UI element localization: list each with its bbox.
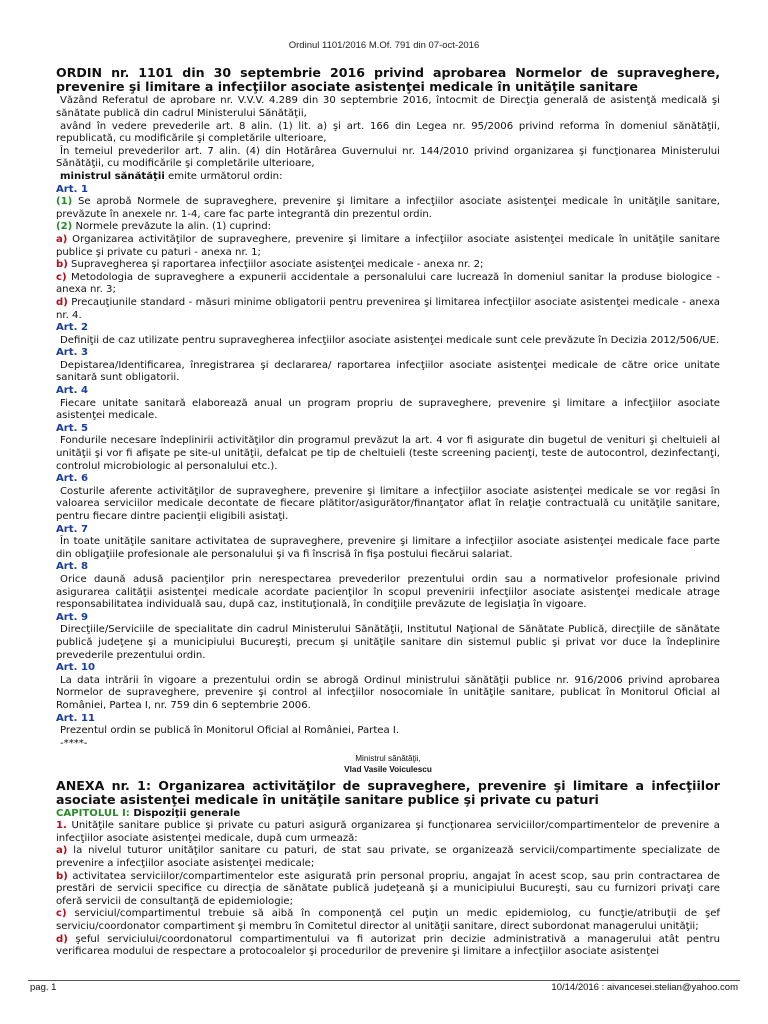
article-heading: Art. 6 — [56, 473, 88, 485]
item-text: activitatea serviciilor/compartimentelor este asigurată prin personal propriu, angajat în acest scop, sau prin contractarea de prestări de servicii specifice cu direcţia de sănătate publică judeţeană şi a municipiului Bucureşti, sau cu furnizori privaţi care oferă servicii de consultanţă de epidemiologie; — [56, 870, 720, 907]
article-text: În toate unităţile sanitare activitatea de supraveghere, prevenire şi limitare a infecţiilor asociate asistenţei medicale face parte din obligaţiile profesionale ale personalului şi va fi înscrisă în fişa postului fiecărui salariat. — [56, 536, 720, 560]
article-text: Depistarea/Identificarea, înregistrarea şi declararea/ raportarea infecţiilor asociate asistenţei medicale de către orice unitate sanitară sunt obligatorii. — [56, 359, 720, 384]
paragraph-text: Se aprobă Normele de supraveghere, prevenire şi limitare a infecţiilor asociate asistenţei medicale în unităţile sanitare, prevăzute în anexele nr. 1-4, care fac parte integrantă din prezentul ordin. — [56, 196, 720, 220]
article-heading: Art. 4 — [56, 385, 88, 397]
item-text: serviciul/compartimentul trebuie să aibă în componenţă cel puţin un medic epidemiolog, cu funcţie/atribuţii de şef serviciu/coordonator compartiment şi membru în Comitetul director al unităţii sanitare, direct subordonat managerului unităţii; — [56, 908, 720, 933]
article-paragraph — [56, 221, 720, 234]
item-text: Precauţiunile standard - măsuri minime obligatorii pentru prevenirea şi limitarea infecţiilor asociate asistenţei medicale - anexa nr. 4. — [56, 296, 720, 321]
item-text: Supravegherea şi raportarea infecţiilor asociate asistenţei medicale - anexa nr. 2; — [67, 259, 484, 271]
letter-marker: b) — [56, 259, 68, 271]
annex-letter-item — [56, 908, 720, 933]
paragraph-number: 1. — [56, 820, 67, 832]
article-heading: Art. 9 — [56, 611, 88, 623]
article-heading: Art. 11 — [56, 712, 96, 724]
article-letter-item — [56, 259, 720, 272]
signature-block — [56, 754, 720, 775]
annex-letter-item — [56, 845, 720, 870]
chapter-title: Dispoziţii generale — [129, 807, 241, 819]
article-paragraph — [56, 196, 720, 221]
preamble-text: emite următorul ordin: — [164, 170, 283, 182]
item-text: şeful serviciului/coordonatorul compartimentului va fi autorizat prin decizie administrativă a managerului atât pentru verificarea modului de respectare a protocoalelor şi procedurilor de prevenire şi limitare a infecţiilor asociate asistenţei — [56, 933, 720, 958]
page-number: pag. 1 — [30, 982, 57, 993]
article-letter-item — [56, 297, 720, 322]
article-heading: Art. 10 — [56, 662, 96, 674]
preamble-paragraph: Văzând Referatul de aprobare nr. V.V.V. 4.289 din 30 septembrie 2016, întocmit de Direcţia generală de asistenţă medicală şi sănătate publică din cadrul Ministerului Sănătăţii, — [56, 95, 720, 119]
preamble-paragraph — [56, 171, 720, 184]
article-text: La data intrării în vigoare a prezentului ordin se abrogă Ordinul ministrului sănătăţii publice nr. 916/2006 privind aprobarea Normelor de supraveghere, prevenire şi control al infecţiilor nosocomiale în unităţile sanitare, publicat în Monitorul Oficial al României, Partea I, nr. 759 din 6 septembrie 2006. — [56, 674, 720, 711]
letter-marker: a) — [56, 845, 68, 857]
preamble-paragraph: având în vedere prevederile art. 8 alin. (1) lit. a) şi art. 166 din Legea nr. 95/2006 privind reforma în domeniul sănătăţii, republicată, cu modificările şi completările ulterioare, — [56, 120, 720, 145]
paragraph-number: (1) — [56, 196, 73, 208]
item-text: la nivelul tuturor unităţilor sanitare cu paturi, de stat sau private, se organizează servicii/compartimente specializate de prevenire a infecţiilor asociate asistenţei medicale; — [56, 845, 720, 870]
footer-info: 10/14/2016 : aivancesei.stelian@yahoo.com — [551, 982, 738, 993]
article-text: Costurile aferente activităţilor de supraveghere, prevenire şi limitare a infecţiilor asociate asistenţei medicale se vor regăsi în valoarea serviciilor medicale decontate de fiecare plătitor/asigurător/finanţator aflat în relaţie contractuală cu unităţile sanitare, pentru fiecare dintre pacienţii eligibili asistaţi. — [56, 485, 720, 522]
article-heading: Art. 2 — [56, 322, 88, 334]
paragraph-number: (2) — [56, 221, 73, 233]
paragraph-text: Unităţile sanitare publice şi private cu paturi asigură organizarea şi funcţionarea serviciilor/compartimentelor de prevenire a infecţiilor asociate asistenţei medicale, după cum urmează: — [56, 820, 720, 844]
article-text: Direcţiile/Serviciile de specialitate din cadrul Ministerului Sănătăţii, Institutul Naţional de Sănătate Publică, direcţiile de sănătate publică judeţene şi a municipiului Bucureşti, precum şi unităţile sanitare din sistemul public şi privat vor duce la îndeplinire prevederile prezentului ordin. — [56, 624, 720, 661]
footer-divider — [28, 980, 740, 981]
article-heading: Art. 3 — [56, 347, 88, 359]
article-text: Prezentul ordin se publică în Monitorul Oficial al României, Partea I. — [60, 725, 400, 737]
annex-letter-item — [56, 871, 720, 909]
document-body — [56, 66, 720, 959]
article-letter-item — [56, 272, 720, 297]
order-title: ORDIN nr. 1101 din 30 septembrie 2016 privind aprobarea Normelor de supraveghere, prevenire şi limitare a infecţiilor asociate asistenţei medicale în unităţile sanitare — [56, 65, 720, 95]
annex-title: ANEXA nr. 1: Organizarea activităţilor de supraveghere, prevenire şi limitare a infecţiilor asociate asistenţei medicale în unităţile sanitare publice şi private cu paturi — [56, 778, 720, 808]
paragraph-text: Normele prevăzute la alin. (1) cuprind: — [72, 221, 272, 233]
annex-paragraph — [56, 820, 720, 845]
article-letter-item — [56, 234, 720, 259]
letter-marker: c) — [56, 908, 67, 920]
signature-name: Vlad Vasile Voiculescu — [344, 764, 432, 774]
chapter-label: CAPITOLUL I: — [56, 807, 130, 819]
article-heading: Art. 1 — [56, 183, 88, 195]
minister-label: ministrul sănătăţii — [60, 170, 165, 182]
item-text: Metodologia de supraveghere a expunerii accidentale a personalului care lucrează în domeniul sanitar la produse biologice - anexa nr. 3; — [56, 271, 720, 296]
letter-marker: d) — [56, 933, 68, 945]
chapter-heading — [56, 808, 720, 821]
letter-marker: c) — [56, 271, 67, 283]
preamble-paragraph: În temeiul prevederilor art. 7 alin. (4) din Hotărârea Guvernului nr. 144/2010 privind organizarea şi funcţionarea Ministerului Sănătăţii, cu modificările şi completările ulterioare, — [56, 145, 720, 170]
annex-letter-item — [56, 934, 720, 959]
letter-marker: a) — [56, 233, 68, 245]
article-text: Orice daună adusă pacienţilor prin nerespectarea prevederilor prezentului ordin sau a normativelor profesionale privind asigurarea calităţii asistenţei medicale acordate pacienţilor în scopul prevenirii infecţiilor asociate asistenţei medicale atrage responsabilitatea individuală sau, după caz, instituţională, în condiţiile prevăzute de legislaţia în vigoare. — [56, 573, 720, 611]
page-header: Ordinul 1101/2016 M.Of. 791 din 07-oct-2016 — [288, 40, 480, 51]
item-text: Organizarea activităţilor de supraveghere, prevenire şi limitare a infecţiilor asociate asistenţei medicale în unităţile sanitare publice şi private cu paturi - anexa nr. 1; — [56, 233, 720, 258]
article-heading: Art. 8 — [56, 561, 88, 573]
signature-role: Ministrul sănătăţii, — [355, 754, 421, 764]
article-text: Fiecare unitate sanitară elaborează anual un program propriu de supraveghere, prevenire şi limitare a infecţiilor asociate asistenţei medicale. — [56, 397, 720, 422]
article-text: Fondurile necesare îndeplinirii activităţilor din programul prevăzut la art. 4 vor fi asigurate din bugetul de venituri şi cheltuieli al unităţii şi vor fi afişate pe site-ul unităţii, defalcat pe tip de cheltuieli (teste screening pacienţi, teste de autocontrol, dezinfectanţi, controlul microbiologic al personalului etc.). — [56, 435, 720, 472]
article-heading: Art. 7 — [56, 523, 88, 535]
letter-marker: d) — [56, 296, 68, 308]
letter-marker: b) — [56, 870, 68, 882]
article-text: Definiţii de caz utilizate pentru supravegherea infecţiilor asociate asistenţei medicale sunt cele prevăzute în Decizia 2012/506/UE. — [60, 334, 720, 346]
article-heading: Art. 5 — [56, 422, 88, 434]
separator: -****- — [60, 737, 88, 749]
